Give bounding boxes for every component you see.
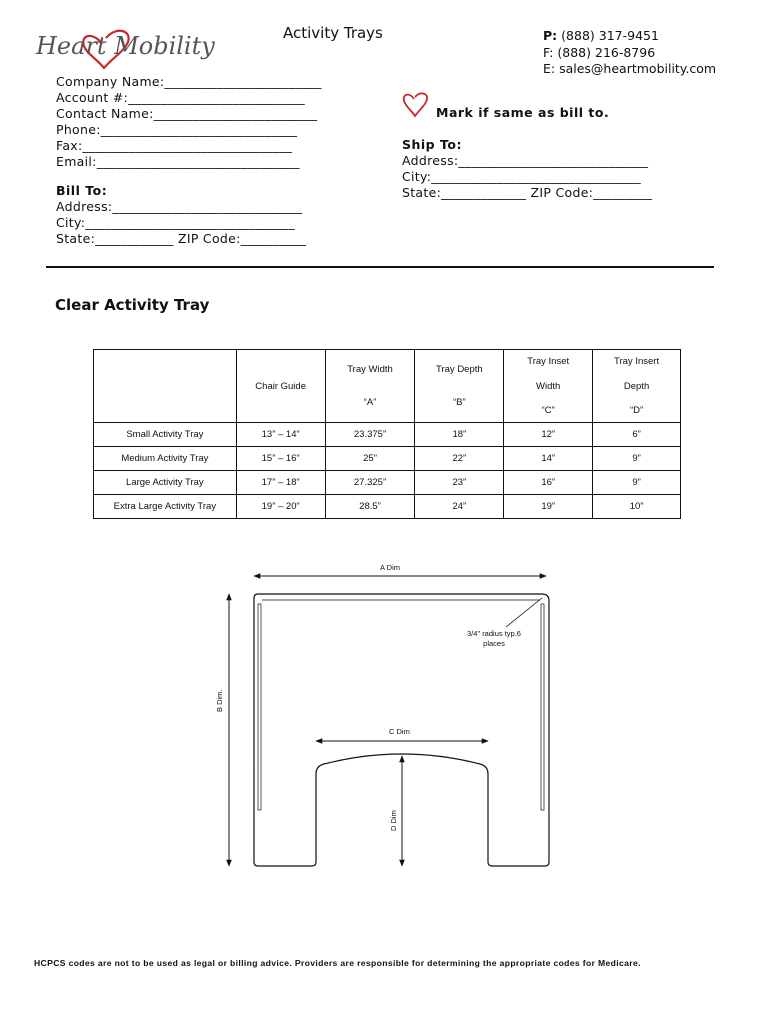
table-cell: 23” bbox=[415, 471, 504, 495]
ship-state-zip-field[interactable]: State:_____________ ZIP Code:_________ bbox=[402, 185, 653, 200]
same-as-bill-heart-checkbox-icon[interactable] bbox=[400, 90, 430, 118]
radius-leader bbox=[506, 598, 542, 627]
ship-to-block bbox=[402, 137, 652, 201]
ship-address-field[interactable]: Address:_____________________________ bbox=[402, 153, 649, 168]
row-name: Small Activity Tray bbox=[94, 423, 237, 447]
contact-phone bbox=[543, 28, 716, 45]
table-cell: 25” bbox=[325, 447, 415, 471]
table-cell: 28.5” bbox=[325, 495, 415, 519]
ship-to-heading: Ship To: bbox=[402, 137, 462, 152]
bill-city-field[interactable]: City:________________________________ bbox=[56, 215, 295, 230]
table-cell: 18” bbox=[415, 423, 504, 447]
header-tray-depth: Tray Depth “B” bbox=[415, 350, 504, 423]
contact-info bbox=[543, 28, 716, 78]
table-cell: 13” – 14” bbox=[236, 423, 325, 447]
divider-rule bbox=[46, 266, 714, 268]
table-row bbox=[94, 447, 681, 471]
table-cell: 12” bbox=[504, 423, 593, 447]
section-title: Clear Activity Tray bbox=[55, 296, 210, 314]
table-header-row bbox=[94, 350, 681, 423]
table-cell: 9” bbox=[593, 447, 681, 471]
phone-number: (888) 317-9451 bbox=[561, 28, 659, 43]
tray-size-table bbox=[93, 349, 681, 519]
table-cell: 10” bbox=[593, 495, 681, 519]
bill-address-field[interactable]: Address:_____________________________ bbox=[56, 199, 303, 214]
bill-to-heading: Bill To: bbox=[56, 183, 108, 198]
table-cell: 9” bbox=[593, 471, 681, 495]
logo-text: Heart Mobility bbox=[36, 32, 215, 60]
tray-rail-right bbox=[541, 604, 544, 810]
b-dim-label: B Dim. bbox=[215, 689, 224, 712]
row-name: Large Activity Tray bbox=[94, 471, 237, 495]
radius-note bbox=[454, 629, 534, 649]
radius-note-line2: places bbox=[483, 639, 505, 648]
header-blank bbox=[94, 350, 237, 423]
d-dim-label: D Dim bbox=[389, 810, 398, 831]
phone-field[interactable]: Phone:______________________________ bbox=[56, 122, 298, 137]
table-row bbox=[94, 471, 681, 495]
table-cell: 16” bbox=[504, 471, 593, 495]
page-title: Activity Trays bbox=[283, 24, 383, 42]
fax-field[interactable]: Fax:________________________________ bbox=[56, 138, 293, 153]
header-insert-depth: Tray Insert Depth “D” bbox=[593, 350, 681, 423]
company-name-field[interactable]: Company Name:________________________ bbox=[56, 74, 322, 89]
header-inset-width: Tray Inset Width “C” bbox=[504, 350, 593, 423]
radius-note-line1: 3/4" radius typ.6 bbox=[467, 629, 521, 638]
ship-city-field[interactable]: City:________________________________ bbox=[402, 169, 641, 184]
a-dim-label: A Dim bbox=[380, 563, 401, 572]
table-cell: 22” bbox=[415, 447, 504, 471]
row-name: Extra Large Activity Tray bbox=[94, 495, 237, 519]
email-field[interactable]: Email:_______________________________ bbox=[56, 154, 300, 169]
table-row bbox=[94, 423, 681, 447]
table-cell: 23.375” bbox=[325, 423, 415, 447]
header-tray-width: Tray Width “A” bbox=[325, 350, 415, 423]
c-dim-label: C Dim bbox=[389, 727, 410, 736]
table-cell: 14” bbox=[504, 447, 593, 471]
footer-disclaimer: HCPCS codes are not to be used as legal or billing advice. Providers are responsible for determining the appropriate codes for Medicare. bbox=[34, 958, 641, 968]
bill-to-block bbox=[56, 183, 306, 247]
table-cell: 19” – 20” bbox=[236, 495, 325, 519]
row-name: Medium Activity Tray bbox=[94, 447, 237, 471]
tray-rail-left bbox=[258, 604, 261, 810]
table-cell: 27.325” bbox=[325, 471, 415, 495]
customer-fields bbox=[56, 74, 322, 170]
table-cell: 17” – 18” bbox=[236, 471, 325, 495]
table-cell: 15” – 16” bbox=[236, 447, 325, 471]
table-cell: 24” bbox=[415, 495, 504, 519]
phone-label: P: bbox=[543, 28, 558, 43]
contact-fax: F: (888) 216-8796 bbox=[543, 44, 656, 60]
table-row bbox=[94, 495, 681, 519]
contact-name-field[interactable]: Contact Name:_________________________ bbox=[56, 106, 318, 121]
table-cell: 6” bbox=[593, 423, 681, 447]
contact-email: E: sales@heartmobility.com bbox=[543, 61, 717, 76]
header-chair-guide: Chair Guide bbox=[236, 350, 325, 423]
mark-same-label: Mark if same as bill to. bbox=[436, 105, 610, 120]
account-field[interactable]: Account #:___________________________ bbox=[56, 90, 305, 105]
bill-state-zip-field[interactable]: State:____________ ZIP Code:__________ bbox=[56, 231, 307, 246]
table-cell: 19” bbox=[504, 495, 593, 519]
